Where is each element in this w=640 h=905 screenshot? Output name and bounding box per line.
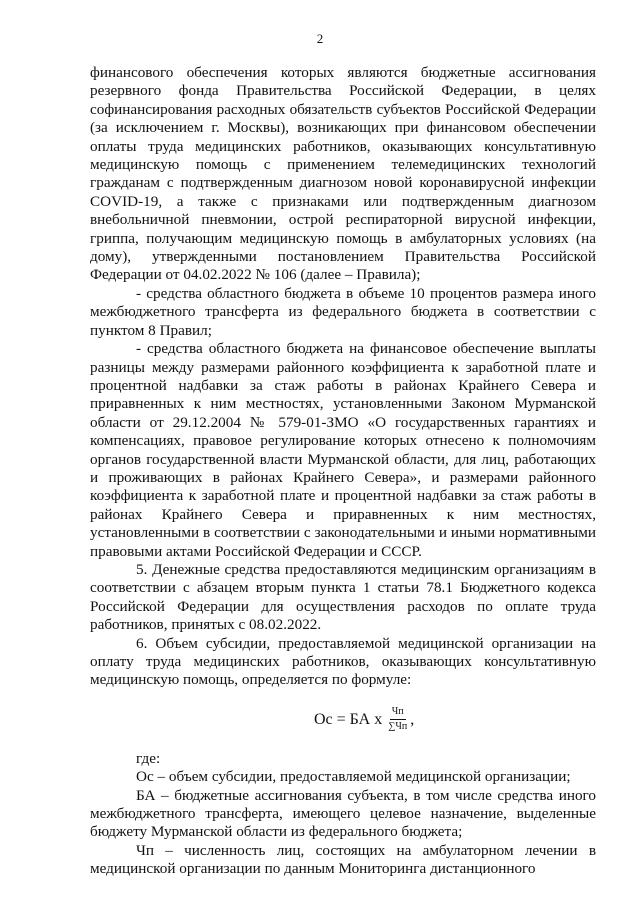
paragraph-regional-coefficient: - средства областного бюджета на финансовое обеспечение выплаты разницы между размерами районного коэффициента к заработной плате и процентной надбавки за стаж работы в районах Крайнего Севера и приравненных к ним местностях, установленными Законом Мурманской области от 29.12.2004 № 579-01-ЗМО «О государственных гарантиях и компенсациях, правовое регулирование которых отнесено к полномочиям органов государственной власти Мурманской области, для лиц, работающих и проживающих в районах Крайнего Севера», и размерами районного коэффициента к заработной плате и процентной надбавки за стаж работы в районах Крайнего Севера и приравненных к ним местностях, установленными в соответствии с законодательными и иными нормативными правовыми актами Российской Федерации и СССР. [90, 340, 596, 560]
document-body [90, 64, 596, 879]
formula-tail: , [410, 710, 415, 728]
definition-ba: БА – бюджетные ассигнования субъекта, в том числе средства иного межбюджетного трансферта, имеющего целевое назначение, выделенные бюджету Мурманской области из федерального бюджета; [90, 786, 596, 841]
formula-denominator: ∑Чп [388, 721, 408, 733]
paragraph-regional-10-percent: - средства областного бюджета в объеме 10 процентов размера иного межбюджетного трансферта из федерального бюджета в соответствии с пунктом 8 Правил; [90, 284, 596, 339]
definition-os: Ос – объем субсидии, предоставляемой медицинской организации; [136, 768, 571, 786]
formula-fraction [386, 706, 409, 733]
paragraph-where: где: [136, 749, 161, 767]
paragraph-point-6: 6. Объем субсидии, предоставляемой медицинской организации на оплату труда медицинских работников, оказывающих консультативную медицинскую помощь, определяется по формуле: [90, 634, 596, 689]
subsidy-formula [90, 702, 596, 738]
paragraph-continuation: финансового обеспечения которых являются бюджетные ассигнования резервного фонда Правительства Российской Федерации, в целях софинансирования расходных обязательств субъектов Российской Федерации (за исключением г. Москвы), возникающих при финансовом обеспечении оплаты труда медицинских работников, оказывающих консультативную медицинскую помощь с применением телемедицинских технологий гражданам с подтвержденным диагнозом новой коронавирусной инфекции COVID-19, а также с признаками или подтвержденным диагнозом внебольничной пневмонии, острой респираторной вирусной инфекции, гриппа, получающим медицинскую помощь в амбулаторных условиях (на дому), утвержденными постановлением Правительства Российской Федерации от 04.02.2022 № 106 (далее – Правила); [90, 64, 596, 284]
definition-chp: Чп – численность лиц, состоящих на амбулаторном лечении в медицинской организации по данным Мониторинга дистанционного [90, 841, 596, 878]
page-number: 2 [316, 31, 324, 46]
formula-numerator: Чп [390, 706, 406, 720]
formula-lhs: Ос = БА х [314, 710, 383, 728]
paragraph-point-5: 5. Денежные средства предоставляются медицинским организациям в соответствии с абзацем вторым пункта 1 статьи 78.1 Бюджетного кодекса Российской Федерации для осуществления расходов по оплате труда работников, принятых с 08.02.2022. [90, 560, 596, 634]
